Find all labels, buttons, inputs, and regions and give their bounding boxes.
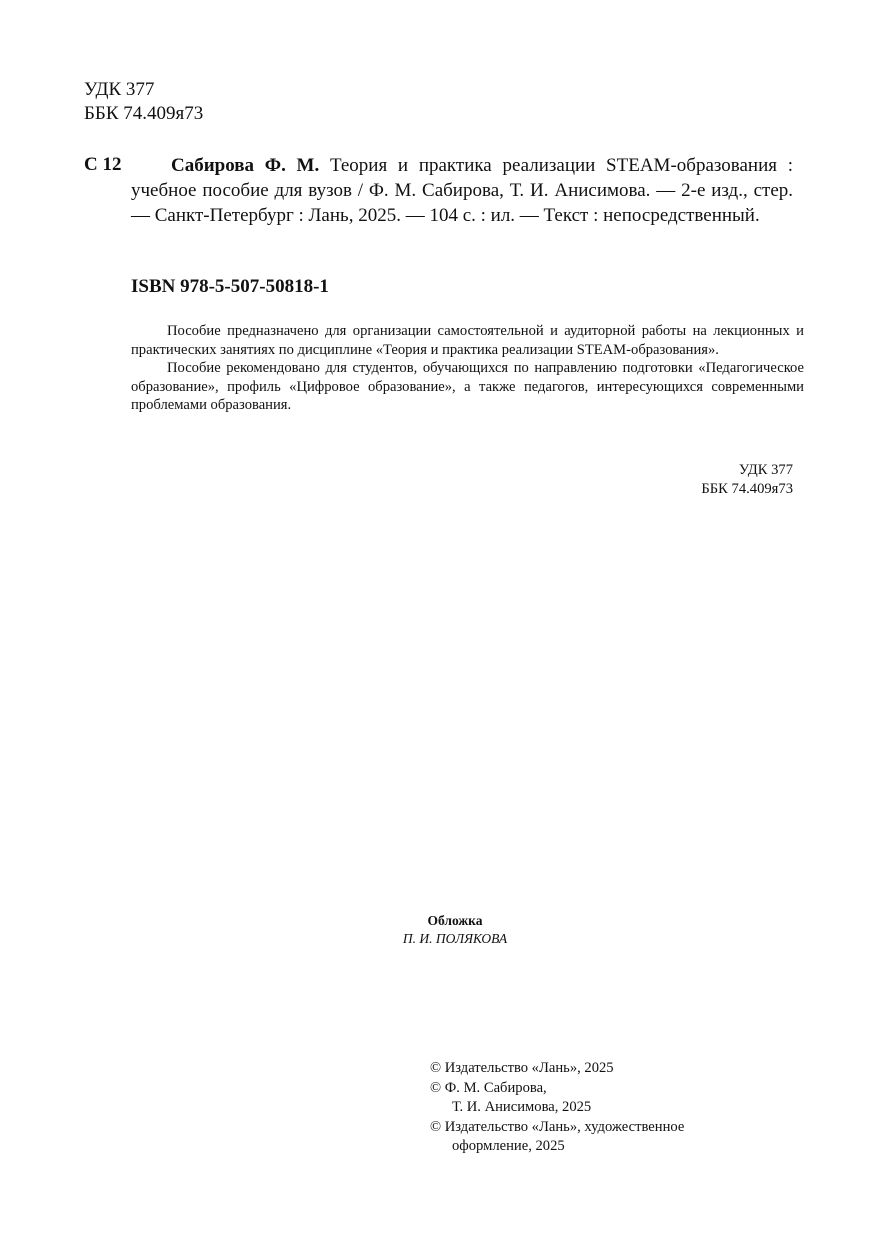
annotation bbox=[131, 322, 804, 415]
author-mark: С 12 bbox=[84, 154, 122, 175]
copyright-authors: © Ф. М. Сабирова, bbox=[430, 1079, 547, 1096]
bibliographic-record bbox=[131, 153, 793, 228]
cover-designer: П. И. ПОЛЯКОВА bbox=[402, 931, 508, 946]
cover-label: Обложка bbox=[427, 913, 483, 928]
classification-codes-top bbox=[84, 78, 203, 126]
bbk-code: ББК 74.409я73 bbox=[84, 103, 204, 124]
isbn: ISBN 978-5-507-50818-1 bbox=[131, 276, 329, 297]
udk-code: УДК 377 bbox=[84, 79, 155, 100]
udk-code-bottom: УДК 377 bbox=[738, 462, 793, 478]
author-name: Сабирова Ф. М. bbox=[171, 155, 320, 176]
copyright-authors-cont: Т. И. Анисимова, 2025 bbox=[452, 1099, 592, 1115]
bbk-code-bottom: ББК 74.409я73 bbox=[701, 481, 793, 497]
bibliographic-description: Теория и практика реализации STEAM-образования : учебное пособие для вузов / Ф. М. Сабирова, Т. И. Анисимова. — 2-е изд., стер. — Санкт-Петербург : Лань, 2025. — 104 с. : ил. — Текст : непосредственный. bbox=[131, 155, 794, 226]
cover-credit bbox=[330, 912, 580, 948]
annotation-paragraph-1: Пособие предназначено для организации самостоятельной и аудиторной работы на лекционных и практических занятиях по дисциплине «Теория и практика реализации STEAM-образования». bbox=[131, 323, 804, 358]
copyright-design-cont: оформление, 2025 bbox=[452, 1138, 565, 1154]
copyright-block bbox=[430, 1059, 684, 1157]
copyright-design: © Издательство «Лань», художественное bbox=[430, 1118, 685, 1135]
annotation-paragraph-2: Пособие рекомендовано для студентов, обучающихся по направлению подготовки «Педагогическое образование», профиль «Цифровое образование», а также педагогов, интересующихся современными проблемами образования. bbox=[131, 360, 804, 413]
copyright-publisher: © Издательство «Лань», 2025 bbox=[430, 1060, 614, 1076]
classification-codes-bottom bbox=[600, 461, 793, 499]
